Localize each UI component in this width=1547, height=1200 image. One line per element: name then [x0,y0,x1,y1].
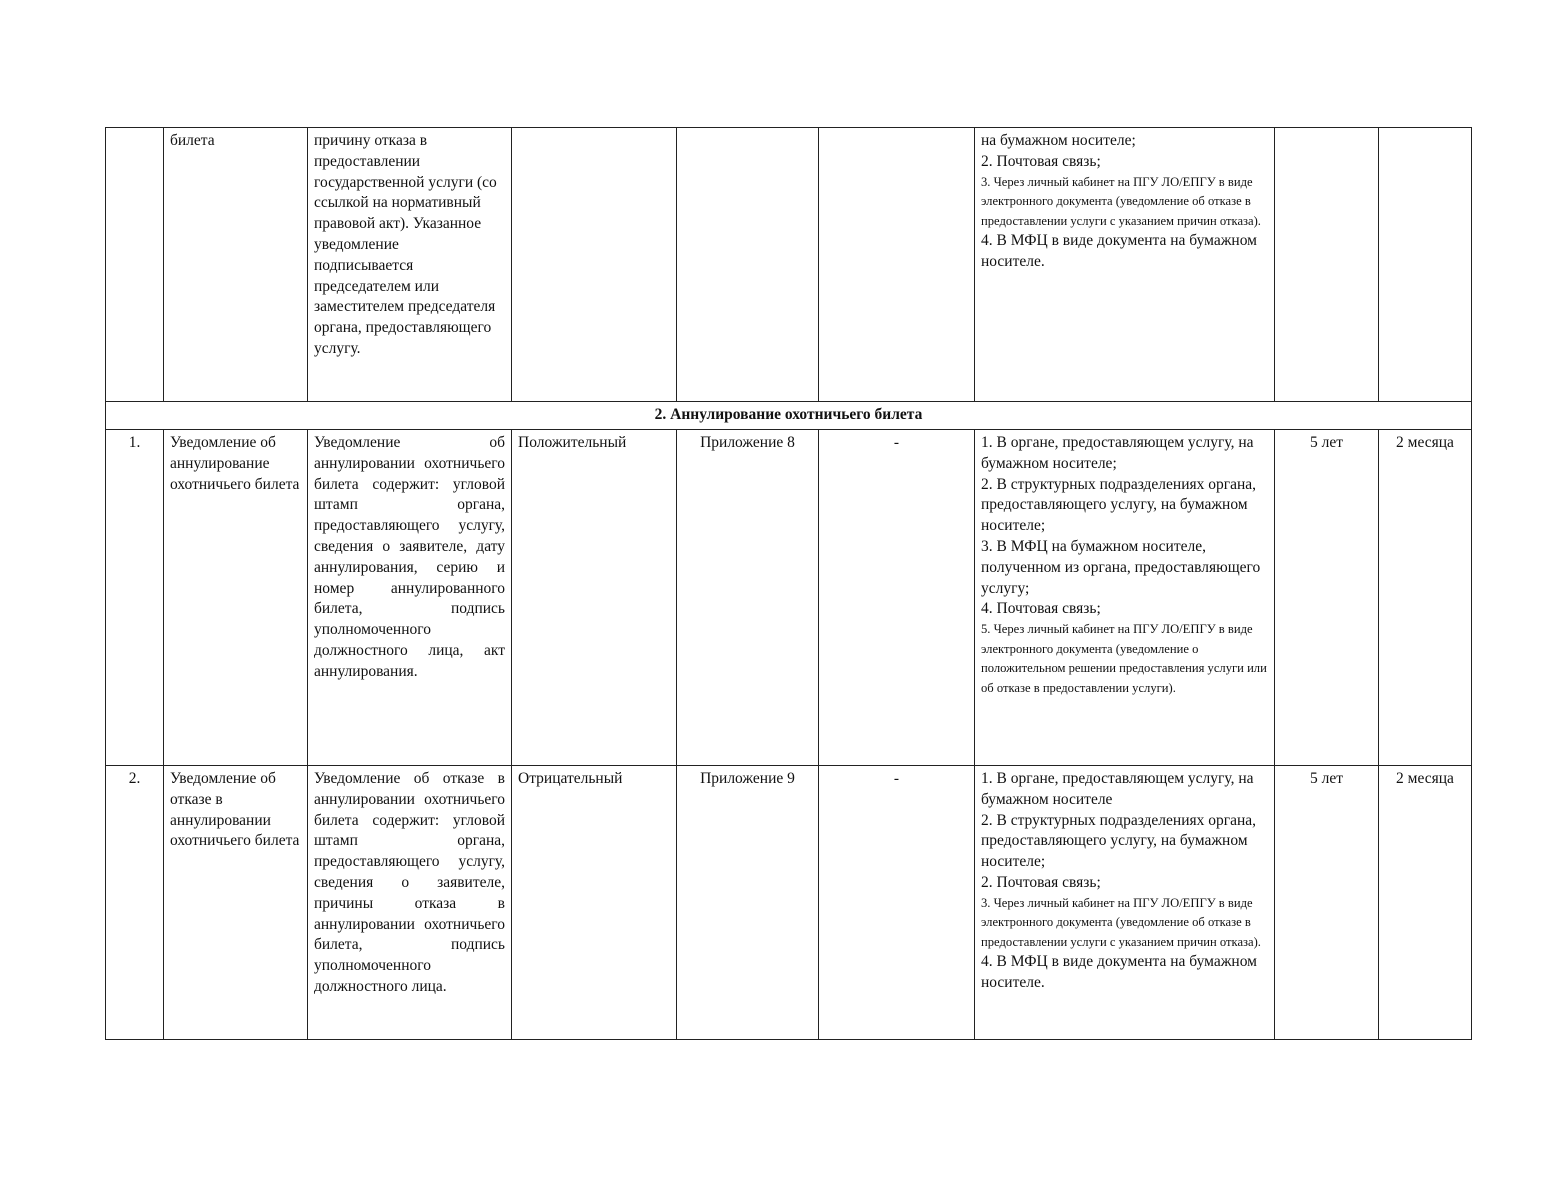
result-type: Отрицательный [512,766,677,1040]
method-item: 2. Почтовая связь; [981,152,1101,170]
storage-organ: 5 лет [1275,766,1379,1040]
document-sample: - [819,766,975,1040]
row-number: 1. [106,430,164,766]
method-item: 1. В органе, предоставляющем услугу, на бумажном носителе [981,770,1254,808]
cont-type-cell [512,128,677,402]
section-header-row [106,402,1472,430]
document-form: Приложение 8 [677,430,819,766]
continuation-row [106,128,1472,402]
method-item: 4. В МФЦ в виде документа на бумажном носителе. [981,953,1257,992]
storage-organ: 5 лет [1275,430,1379,766]
method-item: 3. Через личный кабинет на ПГУ ЛО/ЕПГУ в виде электронного документа (уведомление об отказе в предоставлении услуги с указанием причин отказа). [981,174,1261,228]
section-title: 2. Аннулирование охотничьего билета [106,402,1472,430]
method-item: 4. В МФЦ в виде документа на бумажном носителе. [981,232,1257,270]
method-item: 2. В структурных подразделениях органа, предоставляющего услугу, на бумажном носителе; [981,475,1257,535]
table-row [106,766,1472,1040]
method-item: 3. Через личный кабинет на ПГУ ЛО/ЕПГУ в виде электронного документа (уведомление об отказе в предоставлении услуги с указанием причин отказа). [981,895,1261,949]
cont-form-cell [677,128,819,402]
document-content: Уведомление об аннулировании охотничьего билета содержит: угловой штамп органа, предоставляющего услугу, сведения о заявителе, дату аннулирования, серию и номер аннулированного билета, подпись уполномоченного должностного лица, акт аннулирования. [308,430,512,766]
method-item: 4. Почтовая связь; [981,600,1101,618]
cont-methods-cell [975,128,1275,402]
document-sample: - [819,430,975,766]
method-item: 3. В МФЦ на бумажном носителе, полученном из органа, предоставляющего услугу; [981,537,1261,597]
document-name: Уведомление об аннулирование охотничьего билета [164,430,308,766]
cont-content-cell: причину отказа в предоставлении государственной услуги (со ссылкой на нормативный правовой акт). Указанное уведомление подписывается председателем или заместителем председателя органа, предоставляющего услугу. [308,128,512,402]
receipt-methods [975,430,1275,766]
document-content: Уведомление об отказе в аннулировании охотничьего билета содержит: угловой штамп органа, предоставляющего услугу, сведения о заявителе, причины отказа в аннулировании охотничьего билета, подпись уполномоченного должностного лица. [308,766,512,1040]
cont-sample-cell [819,128,975,402]
document-name: Уведомление об отказе в аннулировании охотничьего билета [164,766,308,1040]
document-form: Приложение 9 [677,766,819,1040]
receipt-methods [975,766,1275,1040]
results-table [105,127,1472,1040]
storage-mfc: 2 месяца [1379,430,1472,766]
result-type: Положительный [512,430,677,766]
method-item: 5. Через личный кабинет на ПГУ ЛО/ЕПГУ в виде электронного документа (уведомление о положительном решении предоставления услуги или об отказе в предоставлении услуги). [981,622,1267,695]
method-item: на бумажном носителе; [981,132,1136,149]
method-item: 2. Почтовая связь; [981,873,1101,891]
cont-storage-mfc-cell [1379,128,1472,402]
cont-storage-organ-cell [1275,128,1379,402]
cont-number-cell [106,128,164,402]
storage-mfc: 2 месяца [1379,766,1472,1040]
row-number: 2. [106,766,164,1040]
table-row [106,430,1472,766]
cont-name-cell: билета [164,128,308,402]
method-item: 1. В органе, предоставляющем услугу, на бумажном носителе; [981,434,1254,472]
method-item: 2. В структурных подразделениях органа, предоставляющего услугу, на бумажном носителе; [981,811,1257,871]
